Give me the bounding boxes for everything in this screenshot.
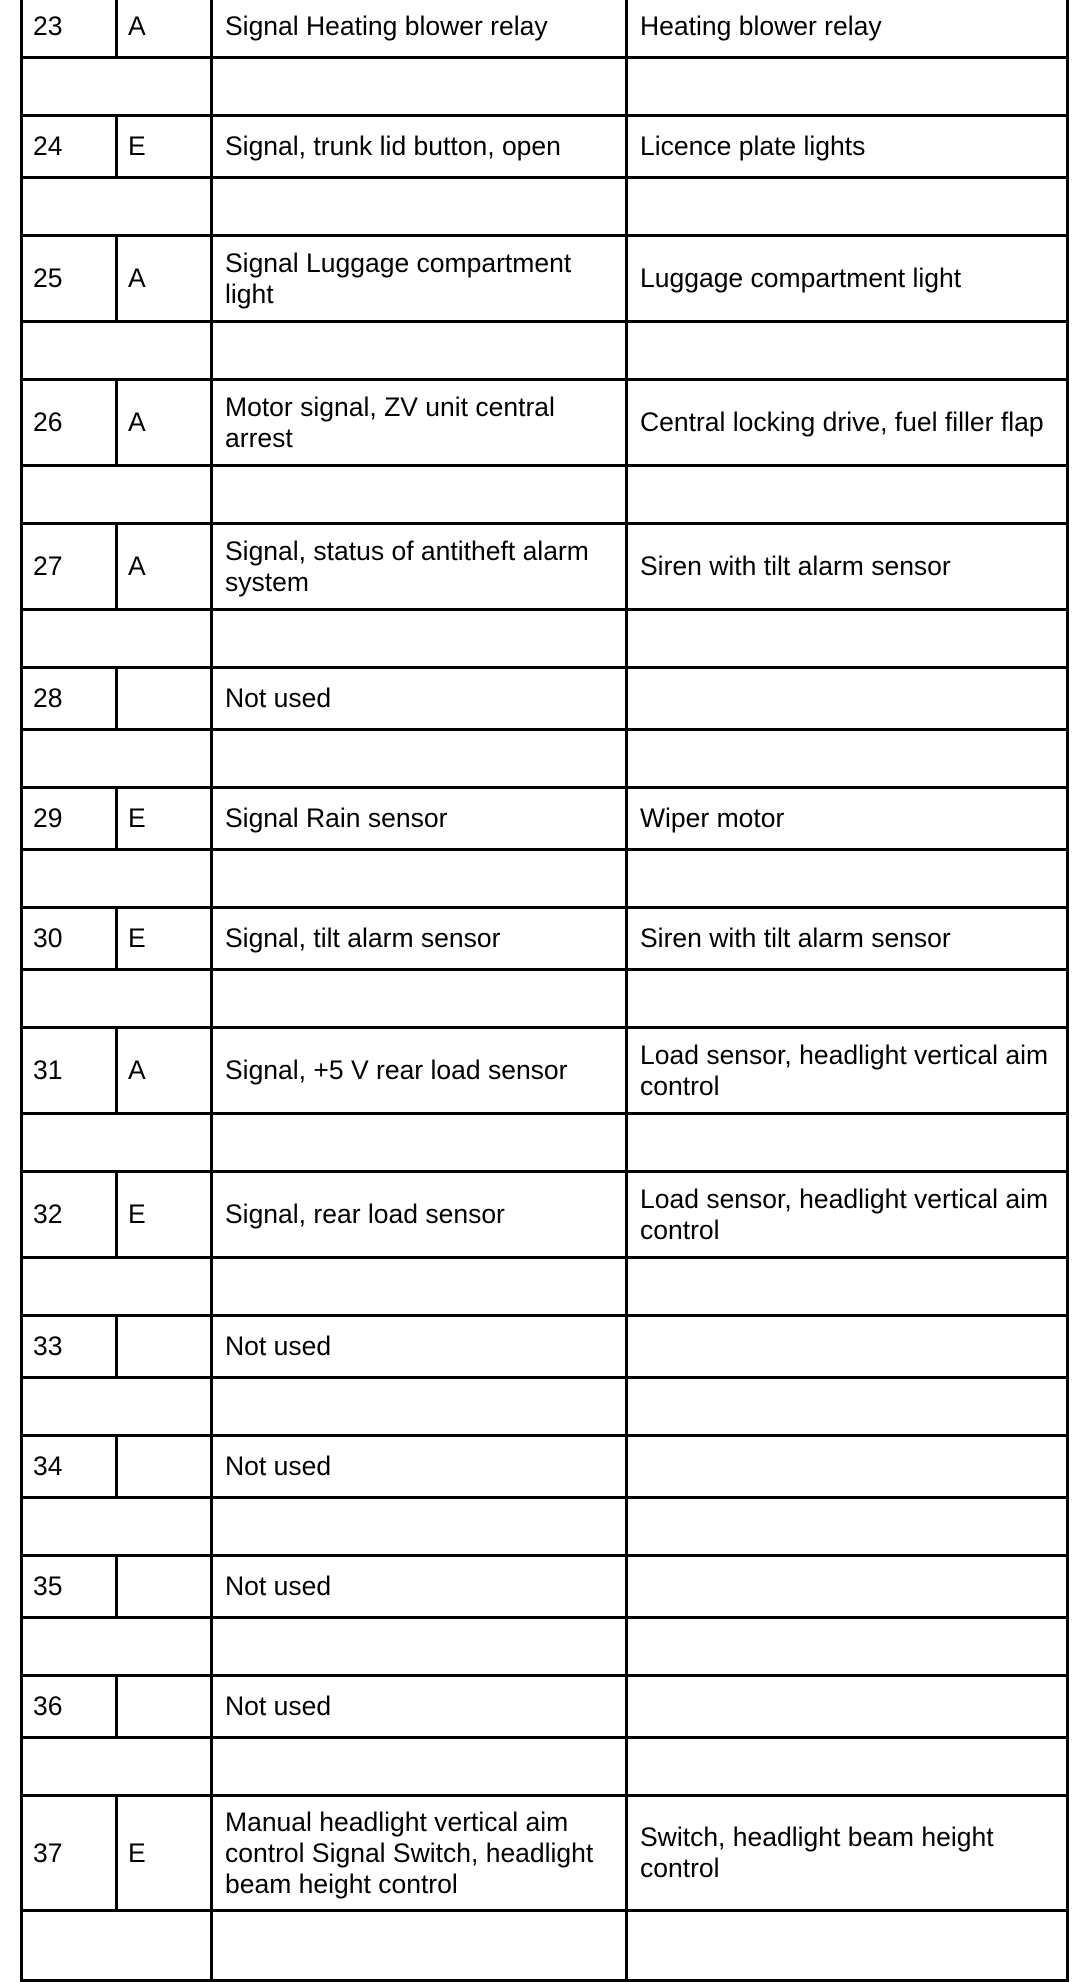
table-row — [22, 908, 1068, 970]
io-type — [117, 1676, 212, 1738]
signal-description: Signal Luggage compartment light — [212, 236, 627, 322]
component-name: Switch, headlight beam height control — [627, 1796, 1068, 1911]
io-type: E — [117, 1172, 212, 1258]
table-row — [22, 236, 1068, 322]
spacer-row — [22, 1378, 1068, 1436]
pin-number: 23 — [22, 0, 117, 58]
io-type: E — [117, 908, 212, 970]
spacer-row — [22, 1618, 1068, 1676]
pin-assignment-table — [20, 0, 1069, 1982]
component-name: Heating blower relay — [627, 0, 1068, 58]
pin-number: 24 — [22, 116, 117, 178]
spacer-row — [22, 178, 1068, 236]
pin-number: 32 — [22, 1172, 117, 1258]
component-name: Licence plate lights — [627, 116, 1068, 178]
component-name — [627, 668, 1068, 730]
pin-number: 28 — [22, 668, 117, 730]
table-row — [22, 1676, 1068, 1738]
pin-number: 27 — [22, 524, 117, 610]
io-type: E — [117, 788, 212, 850]
table-row — [22, 116, 1068, 178]
component-name: Siren with tilt alarm sensor — [627, 908, 1068, 970]
spacer-row — [22, 1114, 1068, 1172]
io-type: E — [117, 1796, 212, 1911]
spacer-row — [22, 58, 1068, 116]
pin-number: 29 — [22, 788, 117, 850]
component-name: Luggage compartment light — [627, 236, 1068, 322]
signal-description: Signal, tilt alarm sensor — [212, 908, 627, 970]
table-row — [22, 1316, 1068, 1378]
table-row — [22, 788, 1068, 850]
io-type — [117, 1436, 212, 1498]
pin-number: 30 — [22, 908, 117, 970]
pin-number: 25 — [22, 236, 117, 322]
table-row — [22, 1028, 1068, 1114]
table-row — [22, 1172, 1068, 1258]
io-type: A — [117, 524, 212, 610]
pin-number: 34 — [22, 1436, 117, 1498]
io-type: A — [117, 380, 212, 466]
spacer-row — [22, 850, 1068, 908]
signal-description: Not used — [212, 668, 627, 730]
signal-description: Signal, +5 V rear load sensor — [212, 1028, 627, 1114]
component-name: Load sensor, headlight vertical aim control — [627, 1028, 1068, 1114]
table-row — [22, 1796, 1068, 1911]
pin-number: 36 — [22, 1676, 117, 1738]
signal-description: Motor signal, ZV unit central arrest — [212, 380, 627, 466]
io-type — [117, 1556, 212, 1618]
pin-number: 26 — [22, 380, 117, 466]
spacer-row — [22, 466, 1068, 524]
component-name — [627, 1436, 1068, 1498]
signal-description: Not used — [212, 1436, 627, 1498]
pin-number: 37 — [22, 1796, 117, 1911]
component-name — [627, 1676, 1068, 1738]
spacer-row — [22, 1911, 1068, 1981]
spacer-row — [22, 610, 1068, 668]
io-type — [117, 668, 212, 730]
spacer-row — [22, 730, 1068, 788]
component-name: Wiper motor — [627, 788, 1068, 850]
component-name — [627, 1556, 1068, 1618]
table-row — [22, 1556, 1068, 1618]
pin-number: 35 — [22, 1556, 117, 1618]
signal-description: Signal, rear load sensor — [212, 1172, 627, 1258]
table-row — [22, 380, 1068, 466]
signal-description: Signal, trunk lid button, open — [212, 116, 627, 178]
signal-description: Signal, status of antitheft alarm system — [212, 524, 627, 610]
signal-description: Manual headlight vertical aim control Signal Switch, headlight beam height control — [212, 1796, 627, 1911]
signal-description: Not used — [212, 1316, 627, 1378]
spacer-row — [22, 1258, 1068, 1316]
pin-number: 31 — [22, 1028, 117, 1114]
io-type — [117, 1316, 212, 1378]
table-row — [22, 524, 1068, 610]
signal-description: Not used — [212, 1556, 627, 1618]
signal-description: Signal Rain sensor — [212, 788, 627, 850]
io-type: A — [117, 1028, 212, 1114]
io-type: A — [117, 236, 212, 322]
spacer-row — [22, 322, 1068, 380]
table-row — [22, 668, 1068, 730]
signal-description: Signal Heating blower relay — [212, 0, 627, 58]
table-row — [22, 1436, 1068, 1498]
signal-description: Not used — [212, 1676, 627, 1738]
pin-number: 33 — [22, 1316, 117, 1378]
spacer-row — [22, 1738, 1068, 1796]
table-row — [22, 0, 1068, 58]
component-name: Load sensor, headlight vertical aim control — [627, 1172, 1068, 1258]
io-type: A — [117, 0, 212, 58]
io-type: E — [117, 116, 212, 178]
component-name: Siren with tilt alarm sensor — [627, 524, 1068, 610]
component-name — [627, 1316, 1068, 1378]
component-name: Central locking drive, fuel filler flap — [627, 380, 1068, 466]
spacer-row — [22, 970, 1068, 1028]
spacer-row — [22, 1498, 1068, 1556]
